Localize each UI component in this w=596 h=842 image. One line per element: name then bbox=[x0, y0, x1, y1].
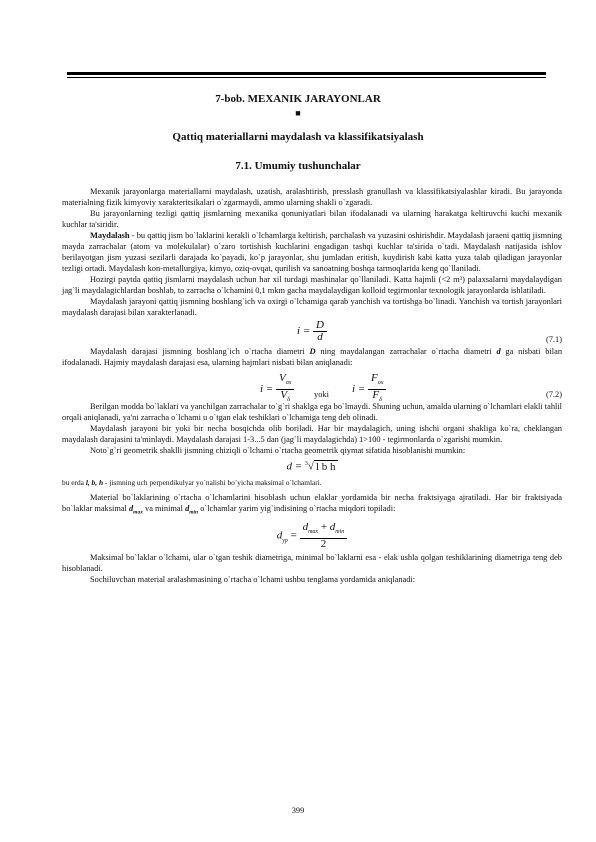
eq4-equals: = bbox=[290, 529, 297, 542]
eq2-den-var: V bbox=[280, 389, 288, 402]
paragraph-7: Berilgan modda bo`laklari va yanchilgan zarrachalar to`g`ri shaklga ega bo`lmaydi. Shuning uchun, amalda ularning o`lchamlari elakli tahlil orqali aniqlanadi, ya'ni zarracha o`lchami u o`tgan elak teshiklari o`lchamiga teng deb olinadi. bbox=[62, 402, 562, 422]
chapter-title: 7-bob. MEXANIK JARAYONLAR bbox=[215, 93, 381, 105]
paragraph-11 bbox=[62, 492, 562, 519]
eq2-left bbox=[260, 373, 294, 406]
p6-var-D: D bbox=[309, 347, 316, 356]
p11-part-c: o`lchamlar yarim yig`indisining o`rtacha miqdori topiladi: bbox=[198, 504, 396, 513]
paragraph-6 bbox=[62, 346, 562, 368]
eq2-denominator bbox=[277, 390, 293, 406]
p10-vars: l, b, h bbox=[85, 478, 104, 487]
eq3-radicand: l b h bbox=[315, 460, 336, 473]
p6-var-d: d bbox=[496, 347, 501, 356]
square-marker-icon: ■ bbox=[295, 108, 301, 118]
eq4-denominator: 2 bbox=[320, 537, 327, 550]
eq2b-den-var: F bbox=[372, 389, 380, 402]
p6-part-c: ga nisbati bilan ifodalanadi. Hajmiy maydalash darajasi esa, ularning hajmlari nisbati bilan aniqlanadi: bbox=[62, 347, 563, 367]
p6-part-a: Maydalash darajasi jismning boshlang`ich o`rtacha diametri bbox=[90, 347, 310, 356]
p11-dmin: d bbox=[185, 504, 190, 513]
eq2-num-var: V bbox=[278, 372, 286, 384]
subsection-title: 7.1. Umumiy tushunchalar bbox=[235, 160, 361, 172]
eq4-numerator bbox=[300, 522, 348, 539]
eq2-numerator bbox=[276, 373, 294, 390]
eq2-lhs: i = bbox=[260, 383, 274, 396]
p11-dmax: d bbox=[128, 504, 134, 513]
eq2b-num-var: F bbox=[370, 372, 378, 384]
eq2-den-sub: δ bbox=[287, 397, 290, 404]
eq4-plus: + bbox=[318, 520, 330, 533]
eq4-lhs-sub: yp bbox=[282, 537, 288, 544]
paragraph-12: Maksimal bo`laklar o`lchami, ular o`tgan teshik diametriga, minimal bo`laklarni esa - elak ushla qolgan teshiklarining diametriga teng deb hisoblanadi. bbox=[62, 552, 562, 573]
eq2b-denominator bbox=[369, 390, 385, 406]
equation-7-2 bbox=[62, 371, 562, 404]
eq1-fraction bbox=[313, 320, 327, 343]
eq1-numerator: D bbox=[313, 320, 327, 332]
eq1-number: (7.1) bbox=[545, 335, 562, 344]
paragraph-4: Hozirgi paytda qattiq jismlarni maydalash uchun har xil turdagi mashinalar qo`llaniladi. Katta hajmli (<2 m³) palaxsalarni maydalaydigan jag`li maydalagichlardan boshlab, to zarracha o`lchamini 0,1 mkm gacha maydalaydigan kolloid tegirmonlar texnologik jarayonlarda ishlatiladi. bbox=[62, 275, 562, 295]
eq2b-numerator bbox=[368, 373, 386, 390]
p11-part-a: Material bo`laklarining o`rtacha o`lchamlarini hisoblash uchun elaklar yordamida bir necha fraktsiyaga ajratiladi. Har bir fraktsiyada bo`laklar maksimal bbox=[62, 493, 562, 513]
eq2-or: yoki bbox=[314, 390, 329, 399]
p11-part-b: va minimal bbox=[142, 504, 186, 513]
eq4-num-a: d bbox=[302, 520, 309, 533]
header-rule-thin bbox=[67, 77, 546, 78]
eq2-right bbox=[352, 373, 386, 406]
paragraph-2: Bu jarayonlarning tezligi qattiq jismlarning mexanika qonuniyatlari bilan ifodalanadi va ularning harakatga keltiruvchi kuchi mexanik kuchlar ta'siridir. bbox=[62, 209, 562, 229]
eq2b-lhs: i = bbox=[352, 383, 366, 396]
eq4-lhs: d bbox=[276, 529, 283, 542]
equation-geometric-mean bbox=[62, 459, 562, 477]
eq4-num-b: d bbox=[329, 520, 336, 533]
page-number: 399 bbox=[291, 806, 305, 815]
radical-sign-icon: √ bbox=[307, 460, 314, 473]
eq2b-num-sub: ox bbox=[377, 380, 384, 387]
term-maydalash: Maydalash bbox=[90, 231, 130, 240]
paragraph-3-text: - bu qattiq jism bo`laklarini kerakli o`lchamlarga keltirish, parchalash va yuzasini oshirishdir. Maydalash jaraeni qattiq jismning mayda zarrachalar (atom va molekulalar) o`zaro tortishish kuchlarini engadigan tashqi kuchlar ta'sirida o`tadi. Maydalash natijasida ishlov berilayotgan jism yuzasi sezilarli darajada ko`payadi, ko`p jarayonlar, shu jumladan eritish, kuydirish kabi katta yuza talab qiladigan jarayonlar tezligi ortadi. Maydalash kon-metallurgiya, kimyo, oziq-ovqat, qurilish va sanoatning boshqa tarmoqlarida keng qo`llaniladi. bbox=[62, 231, 562, 273]
body-text bbox=[62, 186, 562, 585]
eq3-root-index: 3 bbox=[304, 461, 308, 467]
header-rule-thick bbox=[67, 72, 546, 75]
section-title: Qattiq materiallarni maydalash va klassifikatsiyalash bbox=[172, 131, 424, 143]
eq2b-fraction bbox=[368, 373, 386, 406]
eq2-fraction bbox=[276, 373, 294, 406]
paragraph-8: Maydalash jarayoni bir yoki bir necha bosqichda olib boriladi. Har bir maydalagich, uning ishchi organi shakliga ko`ra, cheklangan maydalash darajasini ta'minlaydi. Maydalash darajasi 1-3...5 dan (jag`li maydalagichda) 1>100 - tegirmonlarda o`zgarishi mumkin. bbox=[62, 424, 562, 444]
eq4-num-b-sub: min bbox=[335, 528, 345, 535]
p10-part-a: bu erda bbox=[62, 478, 86, 487]
paragraph-1: Mexanik jarayonlarga materiallarni maydalash, uzatish, aralashtirish, presslash granullash va klassifikatsiyalashlar kiradi. Bu jarayonda materialning fizik kimyoviy xarakteritsikalari o`zgarmaydi, ammo ularning shakli o`zgaradi. bbox=[62, 187, 562, 207]
eq2-num-sub: ox bbox=[285, 380, 292, 387]
eq2b-den-sub: δ bbox=[379, 397, 382, 404]
eq1-denominator: d bbox=[317, 331, 323, 343]
p6-part-b: ning maydalangan zarrachalar o`rtacha diametri bbox=[315, 347, 497, 356]
eq4-fraction bbox=[300, 522, 348, 550]
paragraph-13: Sochiluvchan material aralashmasining o`rtacha o`lchami ushbu tenglama yordamida aniqlanadi: bbox=[90, 574, 416, 584]
paragraph-3 bbox=[62, 230, 562, 274]
p11-dmax-sub: max bbox=[133, 509, 143, 516]
paragraph-10 bbox=[62, 477, 562, 488]
paragraph-5: Maydalash jarayoni qattiq jismning boshlang`ich va oxirgi o`lchamiga qarab yanchish va tortishga bo`linadi. Yanchish va tortish jarayonlari maydalash darajasi bilan xarakterlanadi. bbox=[62, 297, 562, 317]
eq1-lhs: i = bbox=[297, 325, 311, 338]
eq3-lhs: d = bbox=[286, 460, 303, 473]
equation-mean-size bbox=[62, 522, 562, 552]
eq4-num-a-sub: max bbox=[308, 528, 319, 535]
p11-dmin-sub: min bbox=[189, 509, 199, 516]
equation-7-1 bbox=[62, 320, 562, 346]
eq2-number: (7.2) bbox=[545, 390, 562, 399]
p10-part-b: - jismning uch perpendikulyar yo`nalishi bo`yicha maksimal o`lchamlari. bbox=[103, 478, 322, 487]
paragraph-9: Noto`g`ri geometrik shaklli jismning chiziqli o`lchami o`rtacha geometrik qiymat sifatida hisoblanishi mumkin: bbox=[90, 446, 466, 455]
